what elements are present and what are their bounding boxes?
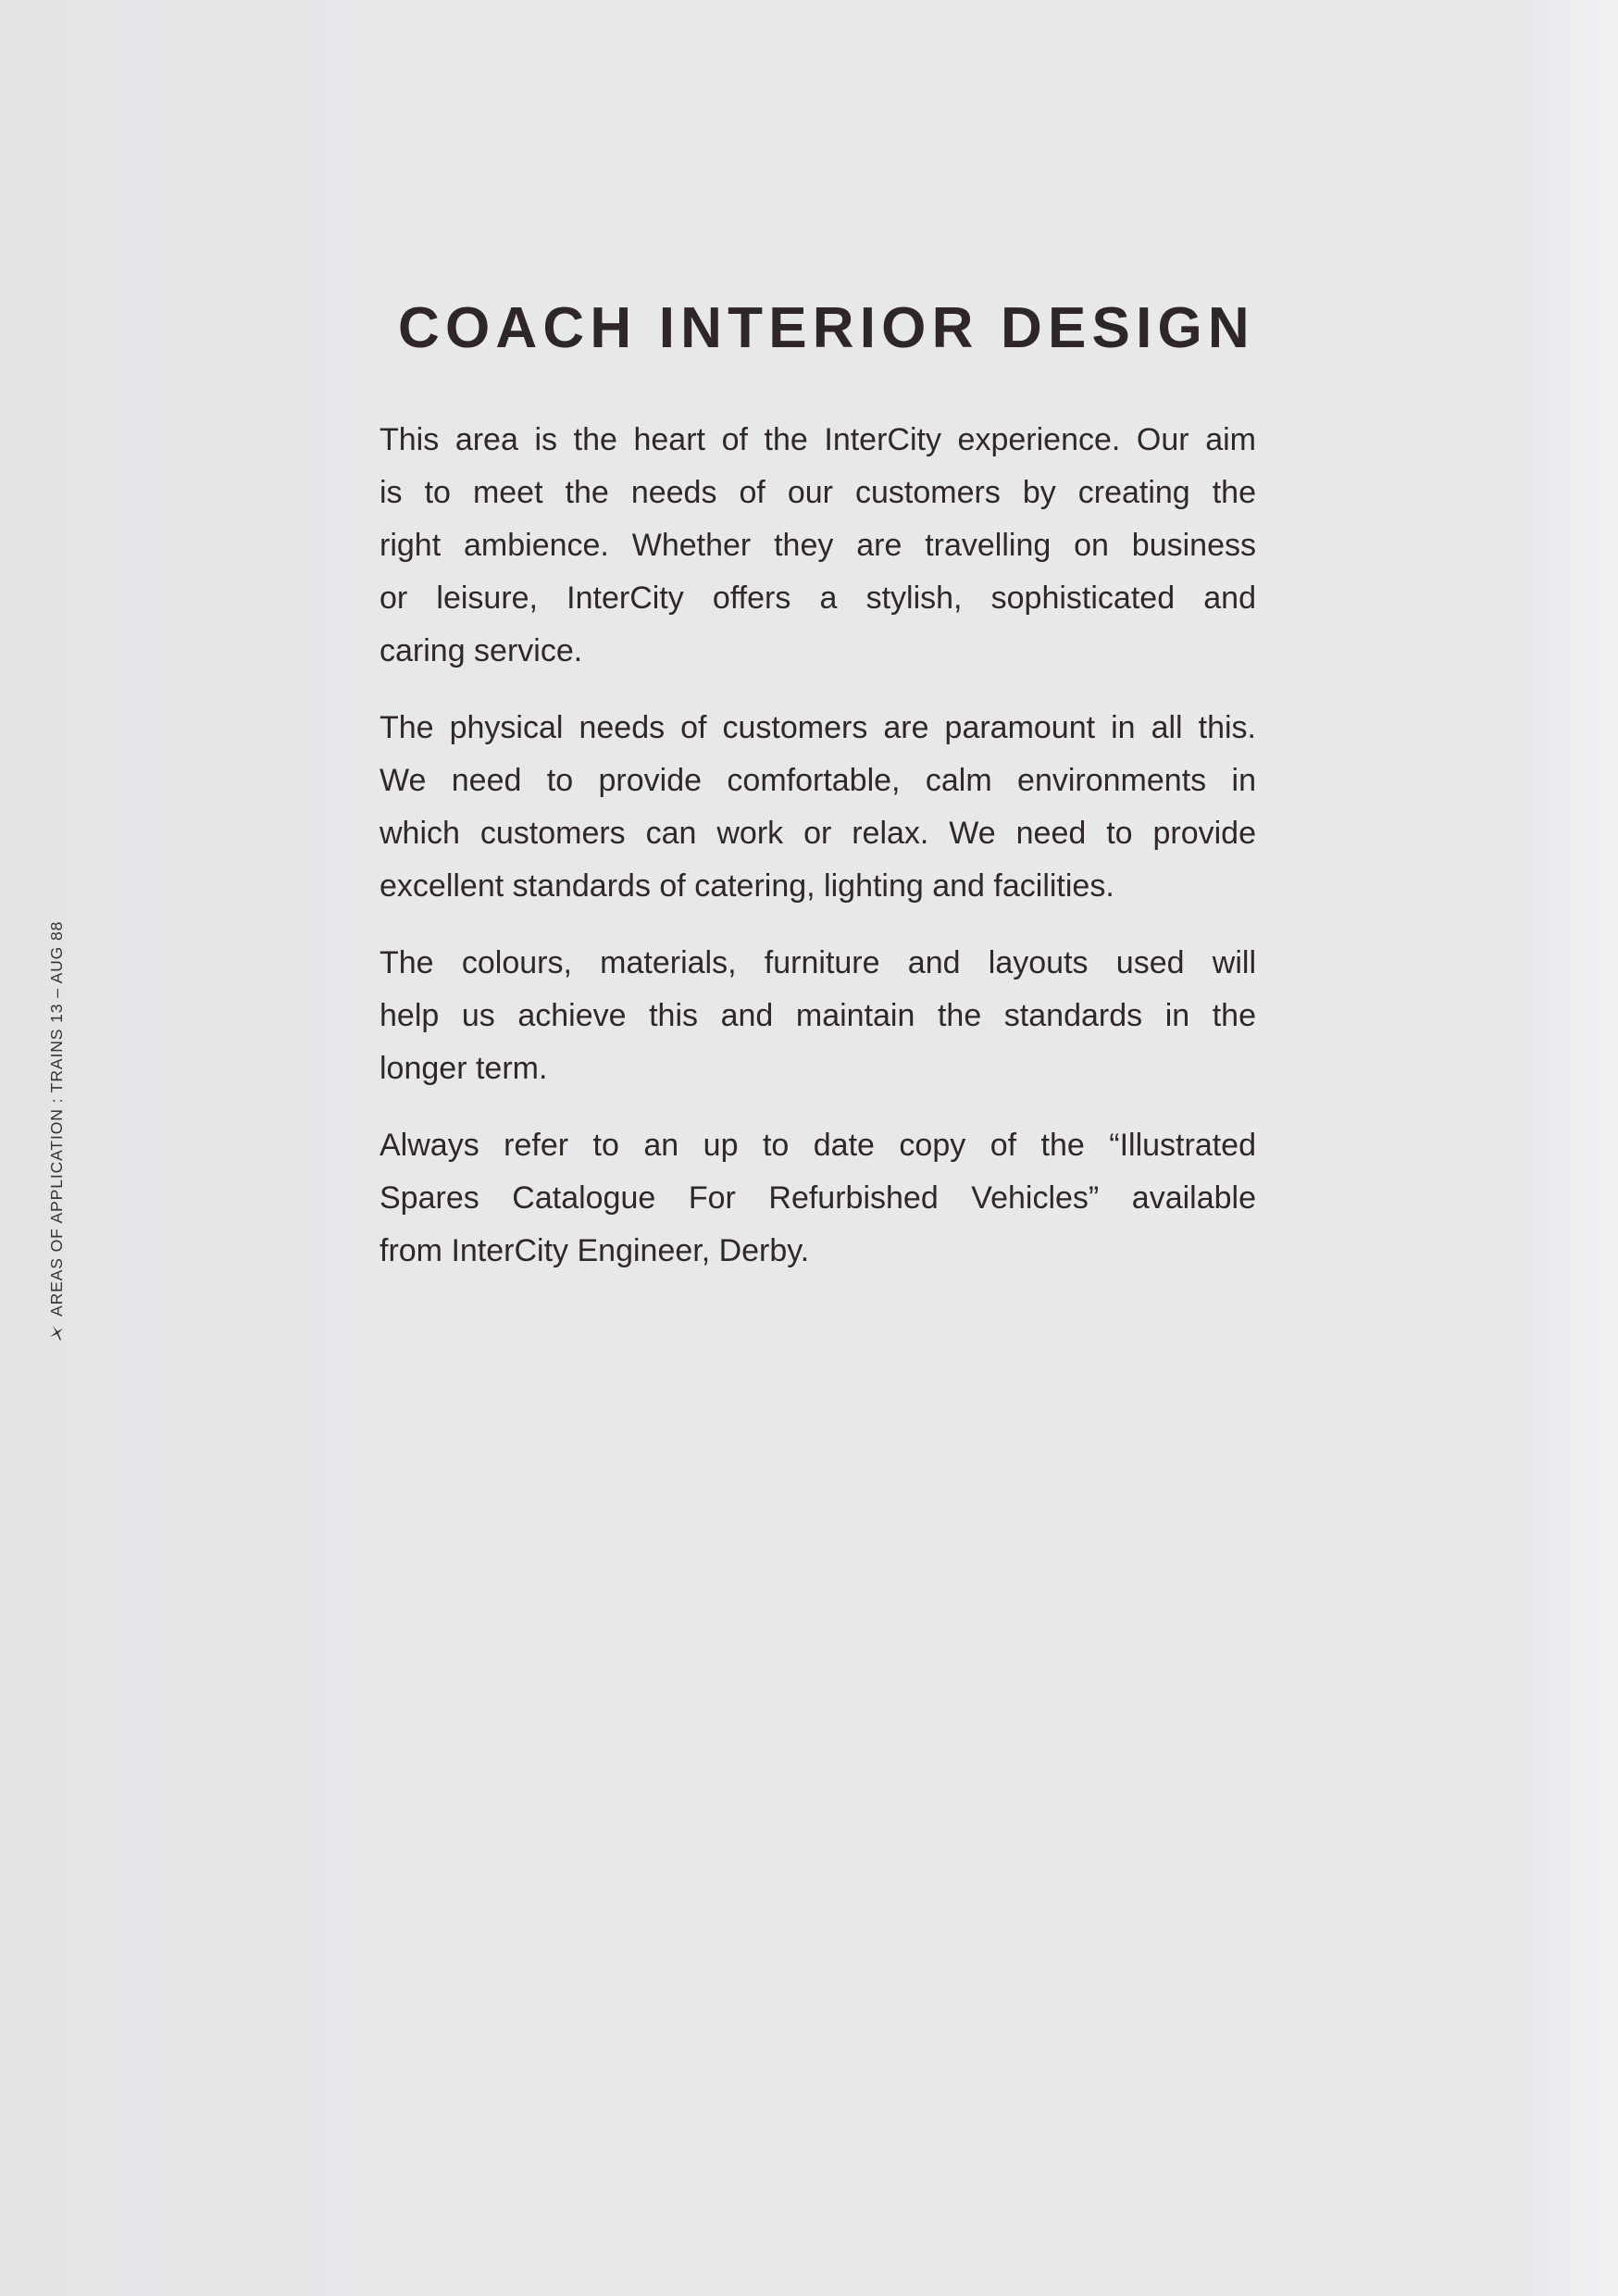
paragraph-1 [380, 414, 1256, 678]
side-footer-label [44, 920, 68, 1342]
text-line: Spares Catalogue For Refurbished Vehicles” available [380, 1180, 1256, 1216]
paragraph-2 [380, 702, 1256, 913]
paragraph-4 [380, 1119, 1256, 1278]
body-text [380, 414, 1256, 1302]
text-line: help us achieve this and maintain the standards in the [380, 998, 1256, 1033]
text-line: caring service. [380, 633, 583, 668]
page-title: COACH INTERIOR DESIGN [398, 295, 1255, 360]
text-line: This area is the heart of the InterCity experience. Our aim [380, 422, 1256, 457]
text-line: which customers can work or relax. We need to provide [380, 816, 1256, 851]
text-line: Always refer to an up to date copy of the “Illustrated [380, 1128, 1256, 1163]
text-line: right ambience. Whether they are travelling on business [380, 528, 1256, 563]
paragraph-3 [380, 937, 1256, 1095]
text-line: is to meet the needs of our customers by creating the [380, 475, 1256, 510]
text-line: from InterCity Engineer, Derby. [380, 1233, 810, 1268]
intercity-swallow-icon [47, 1324, 66, 1342]
text-line: longer term. [380, 1051, 548, 1086]
text-line: or leisure, InterCity offers a stylish, sophisticated and [380, 580, 1256, 616]
text-line: The physical needs of customers are paramount in all this. [380, 710, 1256, 745]
text-line: We need to provide comfortable, calm environments in [380, 763, 1256, 798]
text-line: The colours, materials, furniture and layouts used will [380, 945, 1256, 980]
text-line: excellent standards of catering, lighting and facilities. [380, 868, 1114, 904]
side-label-text: AREAS OF APPLICATION : TRAINS 13 – AUG 88 [47, 920, 66, 1316]
